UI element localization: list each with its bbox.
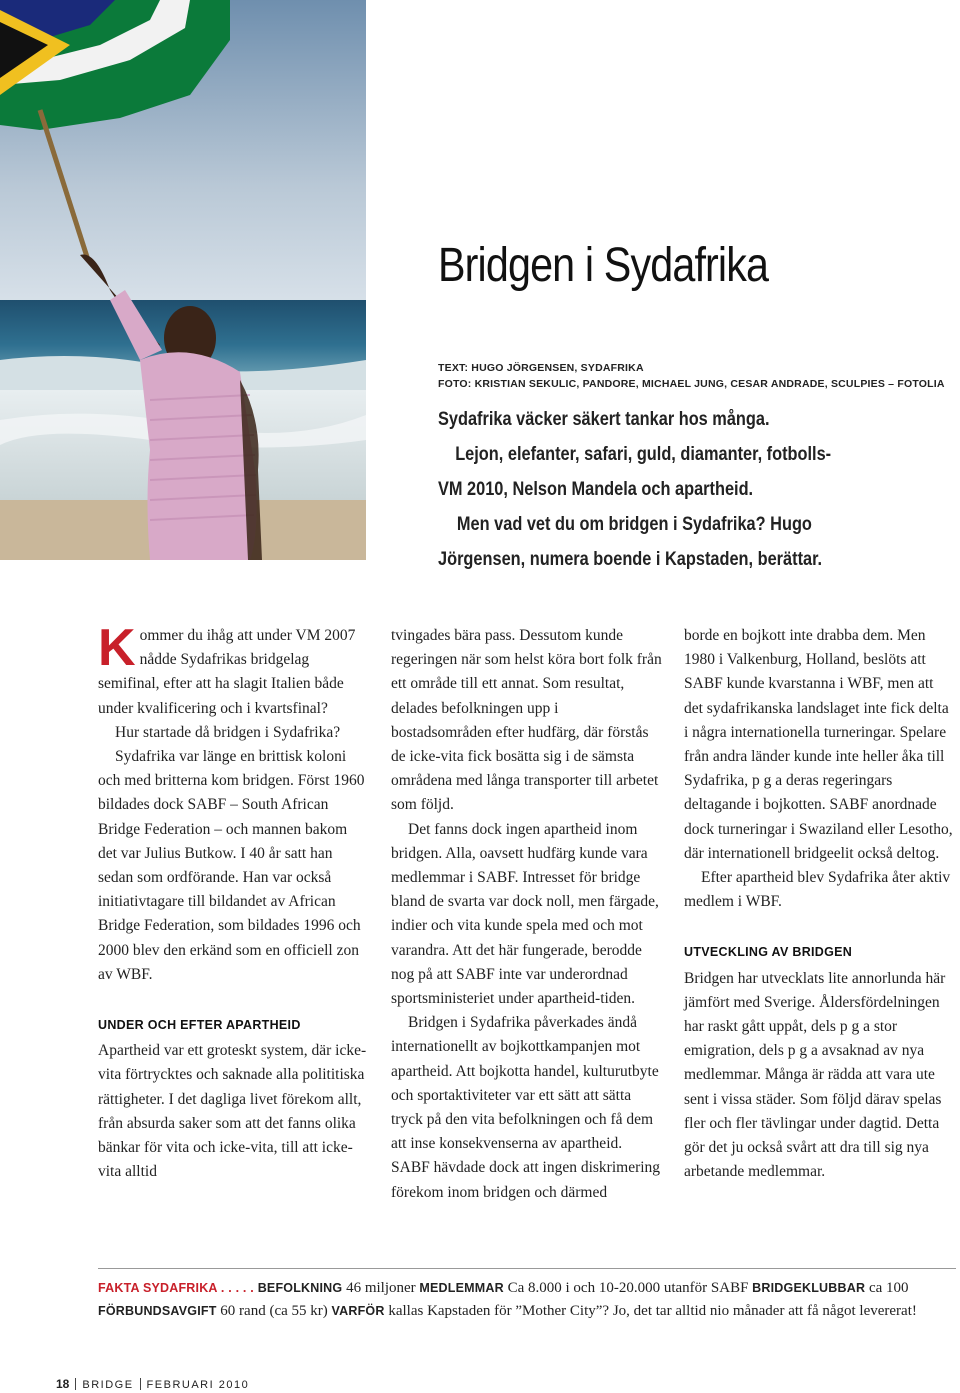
drop-cap: K bbox=[98, 619, 136, 677]
paragraph: Bridgen i Sydafrika påverkades ändå internationellt av bojkottkampanjen mot apartheid. Att bojkotta handel, kulturutbyte och sportaktiviteter var ett sätt att sätta tryck på den vita befolkningen och få dem att inse konsekvenserna av apartheid. SABF hävdade dock att ingen diskrimering förekom inom bridgen och därmed bbox=[391, 1014, 661, 1201]
fee-label: FÖRBUNDSAVGIFT bbox=[98, 1304, 217, 1318]
section-heading: UNDER OCH EFTER APARTHEID bbox=[98, 1018, 301, 1033]
intro-lead bbox=[438, 402, 938, 577]
page-number: 18 bbox=[56, 1377, 70, 1391]
footer-divider bbox=[140, 1378, 141, 1390]
intro-line: Lejon, elefanter, safari, guld, diamanter, fotbolls- bbox=[455, 444, 832, 465]
footer-divider bbox=[75, 1378, 76, 1390]
intro-line: Men vad vet du om bridgen i Sydafrika? Hugo bbox=[456, 514, 812, 535]
paragraph: Det fanns dock ingen apartheid inom bridgen. Alla, oavsett hudfärg kunde vara medlemmar i SABF. Intresset för bridge bland de svarta var dock noll, men färgade, indier och vita kunde spela med och mot varandra. Att det här fungerade, berodde nog på att SABF inte var underordnad sportsministeriet under apartheid-tiden. bbox=[391, 820, 659, 1008]
issue-date: FEBRUARI 2010 bbox=[146, 1379, 250, 1391]
credits bbox=[438, 360, 945, 392]
body-column-1 bbox=[98, 619, 368, 1184]
body-column-3 bbox=[684, 624, 956, 1184]
paragraph: tvingades bära pass. Dessutom kunde regeringen när som helst köra bort folk från ett område till ett annat. Som resultat, delades befolkningen upp i bostadsområden efter hudfärg, där förstås de icke-vita fick bosätta sig i de sämsta områdena med långa transporter till arbetet som följd. bbox=[391, 627, 662, 814]
paragraph: borde en bojkott inte drabba dem. Men 1980 i Valkenburg, Holland, beslöts att SABF kunde kvarstanna i WBF, men att det sydafrikanska landslaget inte fick delta i några internationella turneringar. Spelare från andra länder kunde inte heller åka till Sydafrika, p g a deras regeringars deltagande i bojkotten. SABF anordnade dock turneringar i Swaziland eller Lesotho, där internationell bridgeelit också deltog. bbox=[684, 627, 953, 862]
members-label: MEDLEMMAR bbox=[419, 1281, 504, 1295]
text-credit: TEXT: HUGO JÖRGENSEN, SYDAFRIKA bbox=[438, 362, 644, 374]
paragraph: Hur startade då bridgen i Sydafrika? bbox=[115, 723, 341, 741]
intro-line: Jörgensen, numera boende i Kapstaden, berättar. bbox=[438, 549, 823, 570]
fact-box-dots: . . . . . bbox=[217, 1281, 254, 1295]
clubs-value: ca 100 bbox=[868, 1280, 909, 1296]
paragraph: Apartheid var ett groteskt system, där icke-vita förtrycktes och saknade alla polititiska rättigheter. I det dagliga livet förekom allt, från absurda saker som att det fanns olika bänkar för vita och icke-vita, till att icke-vita alltid bbox=[98, 1042, 367, 1181]
fact-box bbox=[98, 1268, 956, 1323]
paragraph bbox=[98, 619, 368, 721]
section-heading: UTVECKLING AV BRIDGEN bbox=[684, 945, 853, 960]
magazine-name: BRIDGE bbox=[82, 1379, 134, 1391]
paragraph: Bridgen har utvecklats lite annorlunda här jämfört med Sverige. Åldersfördelningen har raskt gått uppåt, dels p g a stor emigration, dels p g a avsaknad av nya medlemmar. Många är rädda att vara ute sent i vissa städer. Som följd därav spelas fler och fler tävlingar under dagtid. Detta gör det ju också svårt att dra till sig nya arbetande medlemmar. bbox=[684, 969, 946, 1181]
why-value: kallas Kapstaden för ”Mother City”? Jo, det tar alltid nio månader att få något levererat! bbox=[388, 1303, 917, 1319]
population-value: 46 miljoner bbox=[346, 1280, 416, 1296]
intro-line: VM 2010, Nelson Mandela och apartheid. bbox=[438, 479, 754, 500]
hero-photo bbox=[0, 0, 366, 560]
page-footer bbox=[56, 1377, 249, 1391]
intro-line: Sydafrika väcker säkert tankar hos många. bbox=[438, 409, 770, 430]
body-column-2 bbox=[391, 624, 663, 1205]
article-title: Bridgen i Sydafrika bbox=[438, 239, 769, 292]
paragraph: Efter apartheid blev Sydafrika åter aktiv medlem i WBF. bbox=[684, 869, 951, 911]
why-label: VARFÖR bbox=[331, 1304, 385, 1318]
members-value: Ca 8.000 i och 10-20.000 utanför SABF bbox=[507, 1280, 749, 1296]
population-label: BEFOLKNING bbox=[257, 1281, 343, 1295]
fee-value: 60 rand (ca 55 kr) bbox=[220, 1303, 328, 1319]
clubs-label: BRIDGEKLUBBAR bbox=[752, 1281, 866, 1295]
photo-credit: FOTO: KRISTIAN SEKULIC, PANDORE, MICHAEL JUNG, CESAR ANDRADE, SCULPIES – FOTOLIA bbox=[438, 378, 945, 390]
paragraph-text: ommer du ihåg att under VM 2007 nådde Sydafrikas bridgelag semifinal, efter att ha slagit Italien både under kvalificering och i kvartsfinal? bbox=[98, 627, 356, 717]
fact-box-title: FAKTA SYDAFRIKA bbox=[98, 1281, 218, 1295]
paragraph: Sydafrika var länge en brittisk koloni och med britterna kom bridgen. Först 1960 bildades dock SABF – South African Bridge Federation – och mannen bakom det var Julius Butkow. I 40 år satt han sedan som ordförande. Han var också initiativtagare till bildandet av African Bridge Federation, som bildades 1996 och 2000 blev den erkänd som en officiell zon av WBF. bbox=[98, 748, 365, 983]
